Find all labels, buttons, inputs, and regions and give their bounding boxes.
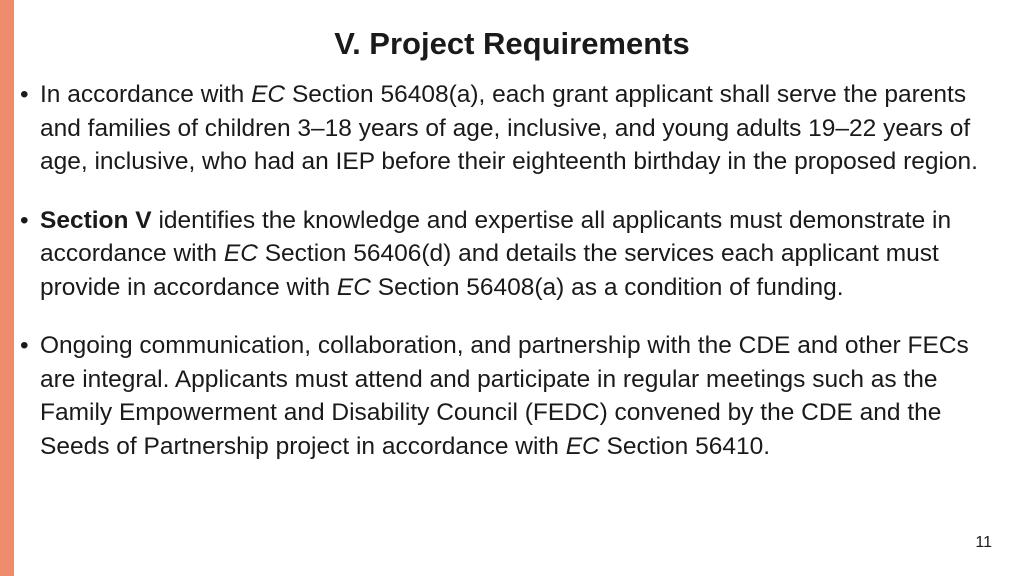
bullet-list xyxy=(20,78,1010,488)
slide-title: V. Project Requirements xyxy=(334,26,690,61)
bullet-item xyxy=(20,78,1010,179)
bullet-dot-icon: • xyxy=(20,206,29,234)
bullet-item xyxy=(20,204,1010,305)
bullet-text: Section V identifies the knowledge and expertise all applicants must demonstrate in accordance with EC Section 56406(d) and details the services each applicant must provide in accordance with EC Section 56408(a) as a condition of funding. xyxy=(40,206,952,301)
page-number: 11 xyxy=(975,534,992,551)
bullet-item xyxy=(20,329,1010,463)
accent-bar xyxy=(0,0,14,576)
bullet-dot-icon: • xyxy=(20,81,29,108)
bullet-text: In accordance with EC Section 56408(a), each grant applicant shall serve the parents and families of children 3–18 years of age, inclusive, and young adults 19–22 years of age, inclusive, who had an IEP before their eighteenth birthday in the proposed region. xyxy=(40,81,978,175)
bullet-text: Ongoing communication, collaboration, and partnership with the CDE and other FECs are integral. Applicants must attend and participate in regular meetings such as the Family Empowerment and Disability Council (FEDC) convened by the CDE and the Seeds of Partnership project in accordance with EC Section 56410. xyxy=(40,332,969,460)
bullet-dot-icon: • xyxy=(20,332,29,359)
